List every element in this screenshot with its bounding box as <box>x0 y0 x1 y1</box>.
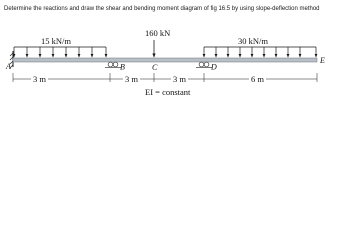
beam <box>13 58 317 62</box>
point-e-label: E <box>320 56 325 65</box>
point-c-label: C <box>152 63 158 72</box>
ei-constant-note: EI = constant <box>145 87 191 97</box>
problem-statement: Determine the reactions and draw the shear and bending moment diagram of fig 16.5 by using slope-deflection method <box>4 6 320 12</box>
udl-right <box>203 47 318 58</box>
udl-right-arrows <box>203 47 318 58</box>
udl-left-arrows <box>13 47 108 58</box>
dimension-de: 6 m <box>251 74 264 84</box>
point-load-label: 160 kN <box>145 28 171 38</box>
point-a-label: A <box>6 62 11 71</box>
udl-right-label: 30 kN/m <box>238 36 268 46</box>
udl-left <box>13 47 108 58</box>
udl-left-label: 15 kN/m <box>41 36 71 46</box>
dimension-ab: 3 m <box>33 74 46 84</box>
point-d-label: D <box>211 62 217 72</box>
point-load-arrow <box>152 40 155 58</box>
point-b-label: B <box>120 62 125 72</box>
beam-figure <box>0 0 350 105</box>
roller-support-b <box>105 62 121 67</box>
dimension-line <box>13 73 317 82</box>
roller-support-d <box>196 62 212 67</box>
dimension-cd: 3 m <box>173 74 186 84</box>
dimension-bc: 3 m <box>125 74 138 84</box>
